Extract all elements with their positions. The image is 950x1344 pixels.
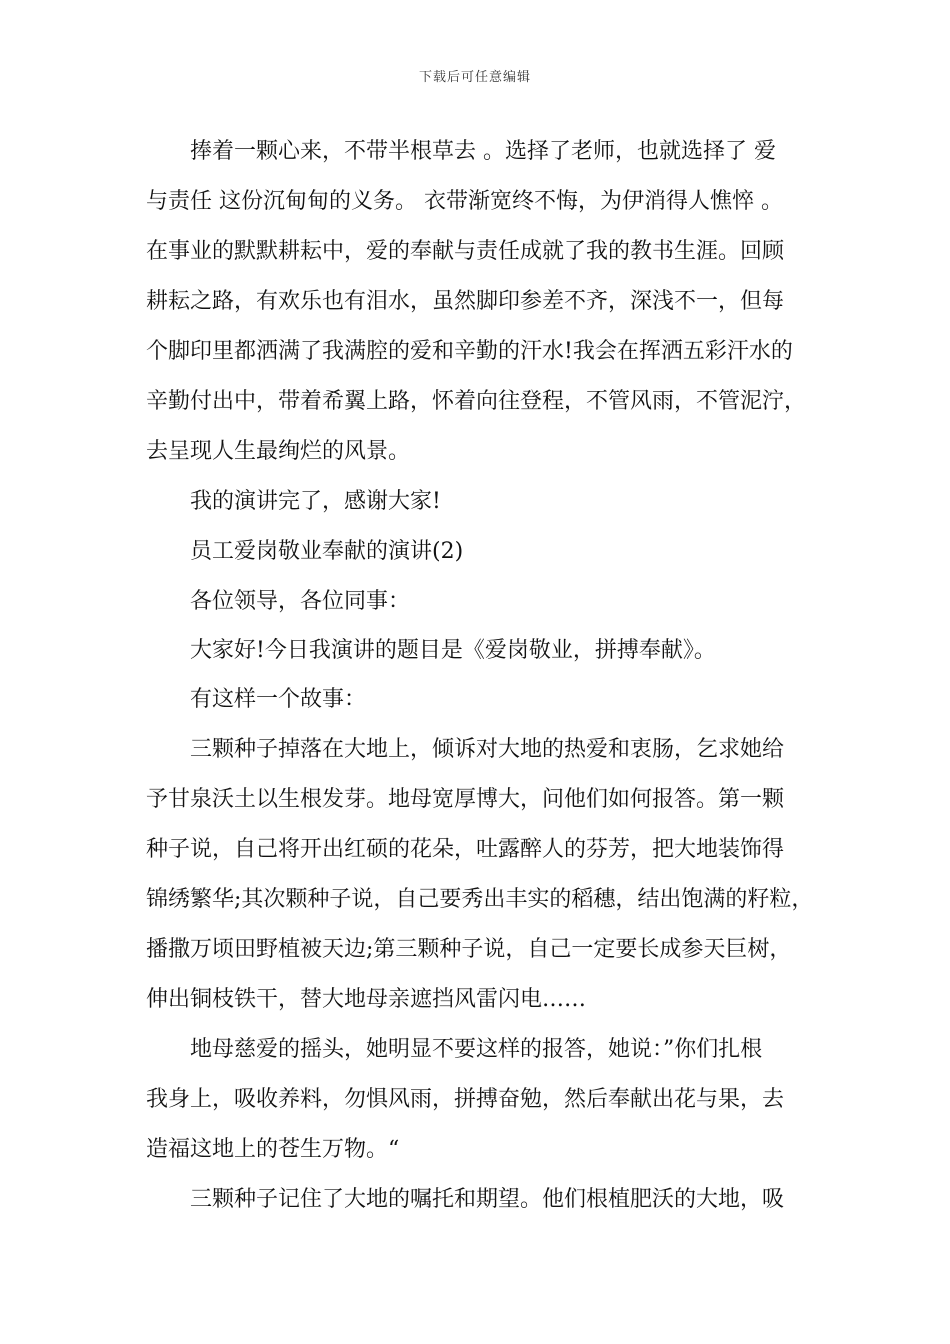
paragraph-line: 大家好!今日我演讲的题目是《爱岗敬业，拼搏奉献》。 [190,638,716,663]
paragraph-line: 在事业的默默耕耘中，爱的奉献与责任成就了我的教书生涯。回顾 [146,239,785,264]
paragraph-line: 地母慈爱的摇头，她明显不要这样的报答，她说：”你们扎根 [190,1037,763,1062]
paragraph-line: 去呈现人生最绚烂的风景。 [146,439,411,464]
paragraph-line: 锦绣繁华;其次颗种子说，自己要秀出丰实的稻穗，结出饱满的籽粒， [146,887,814,912]
paragraph-line: 三颗种子掉落在大地上，倾诉对大地的热爱和衷肠，乞求她给 [190,737,785,762]
paragraph-line: 辛勤付出中，带着希翼上路，怀着向往登程，不管风雨，不管泥泞， [146,389,807,414]
paragraph-line: 个脚印里都洒满了我满腔的爱和辛勤的汗水!我会在挥洒五彩汗水的 [146,339,793,364]
salutation: 各位领导，各位同事： [190,589,411,614]
section-title: 员工爱岗敬业奉献的演讲(2) [190,539,464,564]
paragraph-line: 我的演讲完了，感谢大家! [190,489,441,514]
paragraph-line: 有这样一个故事： [190,687,367,712]
paragraph-line: 我身上，吸收养料，勿惧风雨，拼搏奋勉，然后奉献出花与果，去 [146,1087,785,1112]
paragraph-line: 播撒万顷田野植被天边;第三颗种子说，自己一定要长成参天巨树， [146,937,792,962]
paragraph-line: 种子说，自己将开出红硕的花朵，吐露醉人的芬芳，把大地装饰得 [146,837,785,862]
paragraph-line: 伸出铜枝铁干，替大地母亲遮挡风雷闪电…… [146,987,587,1012]
page-header: 下载后可任意编辑 [418,70,531,85]
paragraph-line: 捧着一颗心来，不带半根草去 。选择了老师，也就选择了 爱 [190,139,776,164]
paragraph-line: 耕耘之路，有欢乐也有泪水，虽然脚印参差不齐，深浅不一，但每 [146,289,785,314]
paragraph-line: 与责任 这份沉甸甸的义务。 衣带渐宽终不悔，为伊消得人憔悴 。 [146,189,783,214]
paragraph-line: 予甘泉沃土以生根发芽。地母宽厚博大，问他们如何报答。第一颗 [146,787,785,812]
paragraph-line: 造福这地上的苍生万物。“ [146,1137,400,1162]
paragraph-line: 三颗种子记住了大地的嘱托和期望。他们根植肥沃的大地，吸 [190,1187,785,1212]
